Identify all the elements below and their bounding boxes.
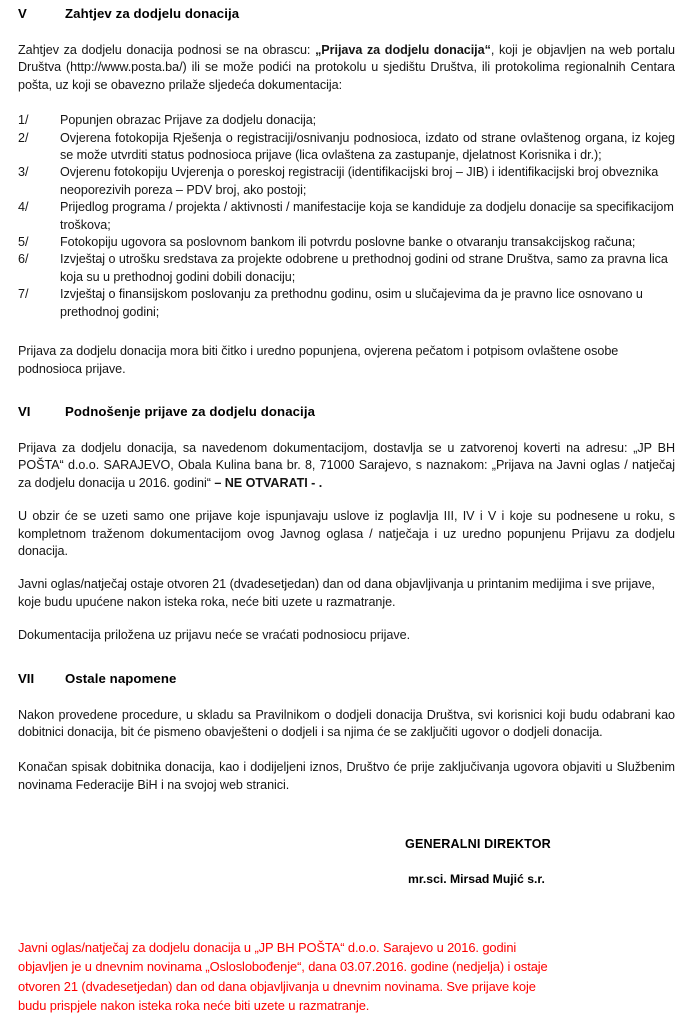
section-vii-paragraph-publication: Konačan spisak dobitnika donacija, kao i dodijeljeni iznos, Društvo će prije zaključivanja ugovora objaviti u Službenim novinama Federacije BiH i na svojoj web stranici. (18, 760, 675, 792)
list-item-marker: 4/ (18, 200, 29, 215)
section-v-intro (18, 42, 675, 94)
spacer (18, 420, 675, 440)
list-item-marker: 6/ (18, 252, 29, 267)
list-item (18, 251, 675, 286)
list-item-marker: 7/ (18, 287, 29, 302)
list-item (18, 130, 675, 165)
section-title-vi: Podnošenje prijave za dodjelu donacija (65, 403, 316, 419)
section-heading-vii (18, 671, 675, 687)
red-notice-line-3: otvoren 21 (dvadesetjedan) dan od dana objavljivanja u dnevnim novinama. Sve prijave koje (18, 978, 536, 994)
list-item-text: Fotokopiju ugovora sa poslovnom bankom ili potvrdu poslovne banke o otvaranju transakcijskog računa; (60, 235, 636, 250)
section-numeral-vi: VI (18, 403, 31, 419)
list-item (18, 199, 675, 234)
list-item-text: Ovjerena fotokopija Rješenja o registraciji/osnivanju podnosioca, izdato od strane ovlaštenog organa, iz kojeg se može utvrditi status podnosioca prijave (lica ovlaštena za zastupanje, djelatnost Korisnika i dr.); (60, 130, 675, 163)
intro-text-after-bold: , koji je objavljen na web portalu Društva (http://www.posta.ba/) ili se može podići na protokolu u sjedištu Društva, ili protokolima regionalnih Centara pošta, uz koji se obavezno prilaže sljedeća dokumentacija: (18, 43, 675, 92)
section-v-closing: Prijava za dodjelu donacija mora biti čitko i uredno popunjena, ovjerena pečatom i potpisom ovlaštene osobe podnosioca prijave. (18, 344, 619, 376)
do-not-open-bold: – NE OTVARATI - . (214, 475, 323, 490)
list-item-marker: 3/ (18, 165, 29, 180)
section-heading-v (18, 6, 675, 22)
list-item (18, 112, 675, 129)
red-notice-line-2: objavljen je u dnevnim novinama „Osloslobođenje“, dana 03.07.2016. godine (nedjelja) i ostaje (18, 959, 548, 975)
spacer (18, 94, 675, 112)
list-item-marker: 2/ (18, 130, 29, 145)
list-item (18, 286, 675, 321)
signature-name: mr.sci. Mirsad Mujić s.r. (408, 872, 545, 887)
list-item-text: Prijedlog programa / projekta / aktivnosti / manifestacije koja se kandiduje za dodjelu donacije sa specifikacijom troškova; (60, 200, 674, 232)
list-item-text: Izvještaj o utrošku sredstava za projekte odobrene u prethodnoj godini od strane Društva, samo za pravna lica koja su u prethodnoj godini dobili donaciju; (60, 252, 668, 284)
spacer (18, 611, 675, 627)
list-item-marker: 1/ (18, 113, 29, 128)
required-documents-list (18, 112, 675, 321)
list-item (18, 234, 675, 251)
section-vi-paragraph-address (18, 440, 675, 492)
list-item-text: Popunjen obrazac Prijave za dodjelu donacija; (60, 113, 317, 128)
spacer (405, 853, 675, 871)
section-vi-paragraph-deadline: Javni oglas/natječaj ostaje otvoren 21 (dvadesetjedan) dan od dana objavljivanja u printanim medijima i sve prijave, koje budu upućene nakon isteka roka, neće biti uzete u razmatranje. (18, 577, 655, 609)
section-numeral-v: V (18, 6, 27, 21)
spacer (18, 560, 675, 576)
spacer (18, 378, 675, 404)
section-vii-paragraph-procedure: Nakon provedene procedure, u skladu sa Pravilnikom o dodjeli donacija Društva, svi korisnici koji budu odabrani kao dobitnici donacija, bit će pismeno obavješteni o dodjeli i sa njima će se zaključiti ugovor o dodjeli donacija. (18, 707, 675, 739)
section-vi-paragraph-no-return: Dokumentacija priložena uz prijavu neće se vraćati podnosiocu prijave. (18, 628, 411, 643)
section-numeral-vii: VII (18, 670, 35, 686)
spacer (18, 687, 675, 707)
signature-title: GENERALNI DIREKTOR (405, 837, 551, 852)
list-item-text: Ovjerenu fotokopiju Uvjerenja o poreskoj registraciji (identifikacijski broj – JIB) i identifikacijski broj obveznika neoporezivih poreza – PDV broj, ako postoji; (60, 165, 659, 197)
red-notice-line-1: Javni oglas/natječaj za dodjelu donacija u „JP BH POŠTA“ d.o.o. Sarajevo u 2016. godini (18, 940, 517, 956)
address-text: Prijava za dodjelu donacija, sa navedenom dokumentacijom, dostavlja se u zatvorenoj koverti na adresu: „JP BH POŠTA“ d.o.o. SARAJEVO, Obala Kulina bana br. 8, 71000 Sarajevo, s naznakom: „Prijava na Javni oglas / natječaj za dodjelu donacija u 2016. godini“ (18, 440, 675, 490)
section-heading-vi (18, 404, 675, 420)
spacer (18, 321, 675, 343)
section-title-vii: Ostale napomene (65, 670, 177, 686)
spacer (18, 492, 675, 508)
intro-text-before-bold: Zahtjev za dodjelu donacija podnosi se na obrascu: (18, 43, 316, 57)
intro-form-name-bold: „Prijava za dodjelu donacija“ (315, 43, 491, 57)
red-notice-line-4: budu prispjele nakon isteka roka neće biti uzete u razmatranje. (18, 997, 370, 1013)
list-item-marker: 5/ (18, 235, 29, 250)
list-item (18, 164, 675, 199)
spacer (18, 22, 675, 42)
section-title-v: Zahtjev za dodjelu donacija (65, 6, 240, 21)
red-notice-block (18, 938, 675, 1015)
signature-block (18, 836, 675, 888)
list-item-text: Izvještaj o finansijskom poslovanju za prethodnu godinu, osim u slučajevima da je pravno lice osnovano u prethodnoj godini; (60, 287, 643, 319)
section-vi-paragraph-eligibility: U obzir će se uzeti samo one prijave koje ispunjavaju uslove iz poglavlja III, IV i V i koje su podnesene u roku, s kompletnom traženom dokumentacijom ovog Javnog oglasa / natječaja i uz uredno popunjenu Prijavu za dodjelu donacija. (18, 509, 675, 558)
spacer (18, 645, 675, 671)
spacer (18, 741, 675, 759)
